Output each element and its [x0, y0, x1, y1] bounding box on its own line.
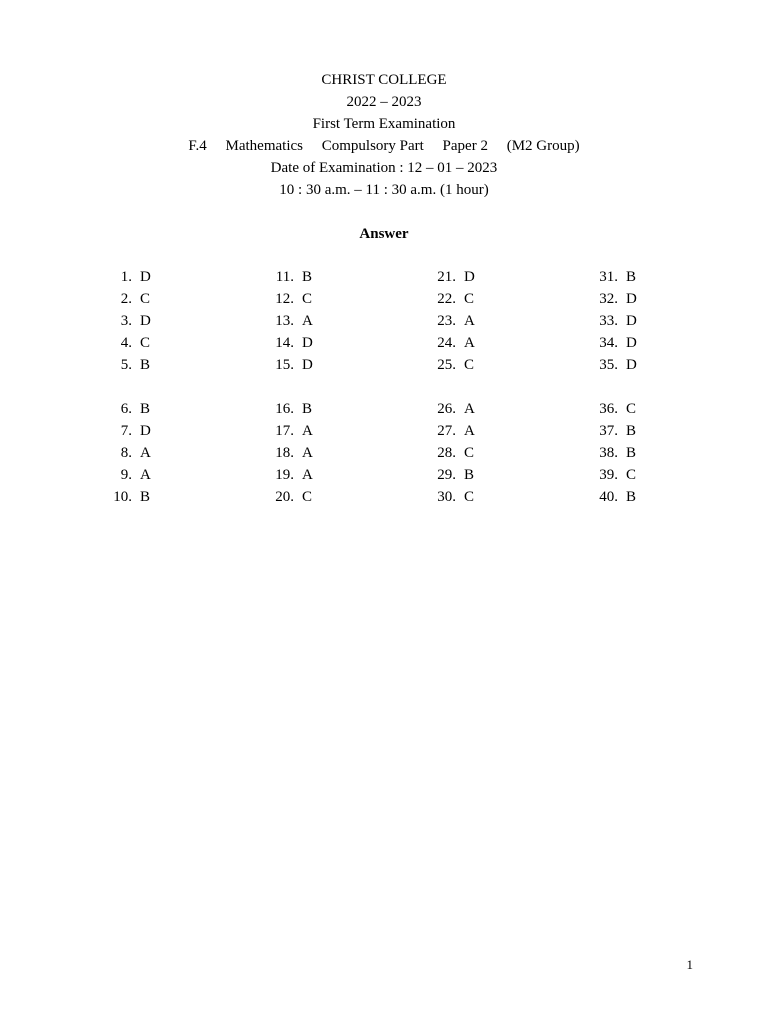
question-number: 25. [437, 357, 456, 373]
answer-row [100, 310, 220, 332]
answer-row [586, 266, 706, 288]
answer-letter: C [626, 401, 637, 417]
answer-row [100, 332, 220, 354]
question-number: 28. [437, 445, 456, 461]
answer-row [424, 266, 544, 288]
answer-row [262, 332, 382, 354]
question-number: 19. [275, 467, 294, 483]
answer-row [424, 332, 544, 354]
answer-letter: C [464, 489, 475, 505]
question-number: 21. [437, 269, 456, 285]
question-number: 12. [275, 291, 294, 307]
question-number: 1. [120, 269, 132, 285]
answer-row [424, 398, 544, 420]
question-number: 36. [599, 401, 618, 417]
answer-row [424, 464, 544, 486]
answer-letter: A [464, 335, 475, 351]
answer-letter: C [302, 291, 313, 307]
exam-time: 10 : 30 a.m. – 11 : 30 a.m. (1 hour) [279, 182, 489, 198]
question-number: 37. [599, 423, 618, 439]
answer-row [262, 266, 382, 288]
question-number: 26. [437, 401, 456, 417]
exam-date: Date of Examination : 12 – 01 – 2023 [270, 160, 498, 176]
answer-heading: Answer [359, 226, 409, 242]
answer-letter: B [626, 423, 637, 439]
question-number: 11. [275, 269, 294, 285]
answer-letter: A [464, 313, 475, 329]
answer-row [100, 464, 220, 486]
question-number: 20. [275, 489, 294, 505]
question-number: 15. [275, 357, 294, 373]
answer-letter: A [302, 423, 313, 439]
question-number: 30. [437, 489, 456, 505]
question-number: 33. [599, 313, 618, 329]
answer-row [424, 354, 544, 376]
answer-row [424, 310, 544, 332]
question-number: 40. [599, 489, 618, 505]
question-number: 22. [437, 291, 456, 307]
answer-letter: A [140, 445, 151, 461]
answer-row [100, 486, 220, 508]
question-number: 7. [120, 423, 132, 439]
academic-year: 2022 – 2023 [346, 94, 422, 110]
answer-row [262, 310, 382, 332]
answer-row [586, 398, 706, 420]
answer-letter: A [302, 445, 313, 461]
question-number: 23. [437, 313, 456, 329]
answer-row [424, 486, 544, 508]
question-number: 4. [120, 335, 132, 351]
answer-letter: A [302, 313, 313, 329]
answer-row [262, 354, 382, 376]
answer-row [262, 464, 382, 486]
subject-line: F.4 Mathematics Compulsory Part Paper 2 (M2 Group) [188, 138, 580, 154]
question-number: 2. [120, 291, 132, 307]
answer-column-3 [424, 266, 544, 508]
question-number: 39. [599, 467, 618, 483]
answer-row [424, 288, 544, 310]
answer-letter: D [626, 313, 637, 329]
answer-letter: B [626, 269, 637, 285]
answer-letter: C [464, 291, 475, 307]
answer-letter: B [464, 467, 475, 483]
group-gap [424, 376, 544, 398]
answer-row [586, 486, 706, 508]
question-number: 32. [599, 291, 618, 307]
answer-letter: B [626, 445, 637, 461]
answer-row [262, 288, 382, 310]
answer-row [586, 310, 706, 332]
group-gap [100, 376, 220, 398]
answer-column-1 [100, 266, 220, 508]
answer-row [100, 288, 220, 310]
question-number: 10. [113, 489, 132, 505]
answer-letter: C [140, 335, 151, 351]
answer-column-2 [262, 266, 382, 508]
answer-letter: C [626, 467, 637, 483]
question-number: 9. [120, 467, 132, 483]
answer-row [424, 442, 544, 464]
question-number: 6. [120, 401, 132, 417]
answer-letter: D [302, 335, 313, 351]
answer-letter: B [302, 401, 313, 417]
answer-letter: D [140, 313, 151, 329]
answer-row [586, 288, 706, 310]
answer-letter: C [464, 445, 475, 461]
school-name: CHRIST COLLEGE [321, 72, 447, 88]
answer-letter: B [626, 489, 637, 505]
answer-row [424, 420, 544, 442]
answer-letter: D [626, 291, 637, 307]
answer-column-4 [586, 266, 706, 508]
answer-row [586, 442, 706, 464]
answer-row [262, 442, 382, 464]
answer-row [100, 442, 220, 464]
answer-row [586, 354, 706, 376]
answer-row [262, 420, 382, 442]
answer-row [100, 266, 220, 288]
question-number: 27. [437, 423, 456, 439]
question-number: 17. [275, 423, 294, 439]
exam-name: First Term Examination [312, 116, 456, 132]
question-number: 18. [275, 445, 294, 461]
answer-letter: C [302, 489, 313, 505]
answer-row [262, 486, 382, 508]
question-number: 38. [599, 445, 618, 461]
answer-letter: D [302, 357, 313, 373]
answer-row [100, 398, 220, 420]
answer-letter: B [140, 489, 151, 505]
question-number: 16. [275, 401, 294, 417]
answer-letter: C [140, 291, 151, 307]
answer-row [100, 354, 220, 376]
answer-row [100, 420, 220, 442]
answer-letter: D [626, 357, 637, 373]
answer-letter: D [464, 269, 475, 285]
group-gap [586, 376, 706, 398]
answer-letter: A [302, 467, 313, 483]
question-number: 14. [275, 335, 294, 351]
answer-row [586, 420, 706, 442]
answer-letter: A [140, 467, 151, 483]
question-number: 24. [437, 335, 456, 351]
exam-header [0, 69, 768, 201]
answer-row [586, 332, 706, 354]
question-number: 3. [120, 313, 132, 329]
page-number: 1 [686, 957, 693, 972]
answer-letter: A [464, 401, 475, 417]
question-number: 29. [437, 467, 456, 483]
question-number: 34. [599, 335, 618, 351]
answer-letter: B [140, 357, 151, 373]
answer-letter: B [302, 269, 313, 285]
question-number: 8. [120, 445, 132, 461]
answer-letter: A [464, 423, 475, 439]
answer-letter: C [464, 357, 475, 373]
question-number: 13. [275, 313, 294, 329]
answer-letter: D [626, 335, 637, 351]
answer-row [262, 398, 382, 420]
group-gap [262, 376, 382, 398]
answer-letter: B [140, 401, 151, 417]
question-number: 35. [599, 357, 618, 373]
question-number: 31. [599, 269, 618, 285]
answer-letter: D [140, 269, 151, 285]
answer-row [586, 464, 706, 486]
answer-letter: D [140, 423, 151, 439]
question-number: 5. [120, 357, 132, 373]
